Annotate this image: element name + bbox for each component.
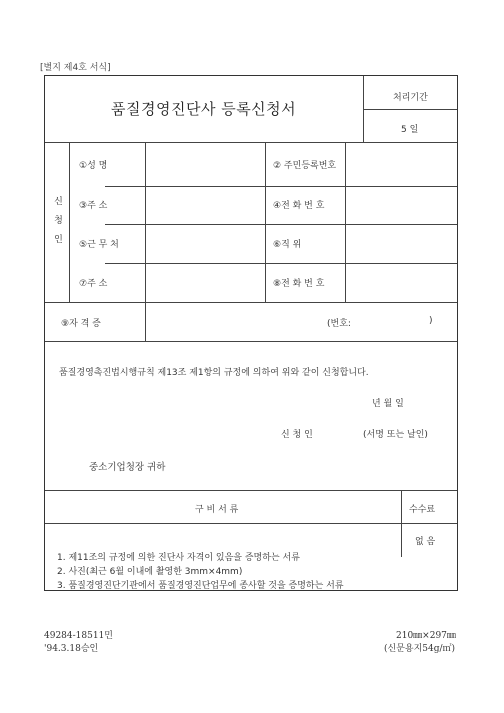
paper-spec: (신문용지54g/㎡) (384, 644, 456, 654)
application-date: 년 월 일 (372, 399, 404, 409)
documents-header: 구 비 서 류 (195, 505, 239, 515)
form-code: 49284-18511민 (44, 631, 113, 641)
paper-size: 210㎜×297㎜ (396, 631, 456, 641)
signature-hint: (서명 또는 날인) (363, 430, 428, 440)
processing-period-label: 처리기간 (393, 93, 428, 103)
form-title: 품질경영진단사 등록신청서 (111, 100, 297, 118)
position-label: ⑥직 위 (273, 240, 302, 250)
qualification-number-label: (번호: (327, 319, 351, 329)
document-item: 2. 사진(최근 6월 이내에 촬영한 3mm×4mm) (57, 567, 243, 577)
address2-label: ⑦주 소 (79, 279, 108, 289)
workplace-label: ⑤근 무 처 (79, 240, 119, 250)
application-statement: 품질경영촉진법시행규칙 제13조 제1항의 규정에 의하여 위와 같이 신청합니다. (59, 368, 369, 378)
document-item: 3. 품질경영진단기관에서 품질경영진단업무에 종사할 것을 증명하는 서류 (57, 581, 344, 591)
application-form (44, 75, 458, 591)
phone1-field[interactable] (391, 262, 501, 299)
approval-date: '94.3.18승인 (44, 644, 99, 654)
document-item: 1. 제11조의 규정에 의한 진단사 자격이 있음을 증명하는 서류 (57, 553, 300, 563)
name-label: ①성 명 (79, 161, 108, 171)
form-label: [별지 제4호 서식] (40, 63, 111, 73)
fee-label: 수수료 (409, 505, 436, 515)
workplace-field[interactable] (190, 300, 308, 338)
resident-no-label: ② 주민등록번호 (273, 161, 337, 171)
processing-period-value: 5 일 (401, 125, 419, 135)
applicant-label: 신청인 (52, 196, 62, 253)
resident-no-field[interactable] (391, 221, 501, 261)
phone2-label: ⑧전 화 번 호 (273, 279, 325, 289)
address1-label: ③주 소 (79, 201, 108, 211)
phone2-field[interactable] (391, 339, 501, 377)
qualification-label: ⑨자 격 증 (61, 319, 101, 329)
fee-value: 없 음 (415, 537, 436, 547)
phone1-label: ④전 화 번 호 (273, 201, 325, 211)
position-field[interactable] (391, 300, 501, 338)
qualification-number-close: ) (429, 316, 433, 326)
signer-label: 신 청 인 (281, 430, 313, 440)
recipient: 중소기업청장 귀하 (89, 462, 166, 473)
